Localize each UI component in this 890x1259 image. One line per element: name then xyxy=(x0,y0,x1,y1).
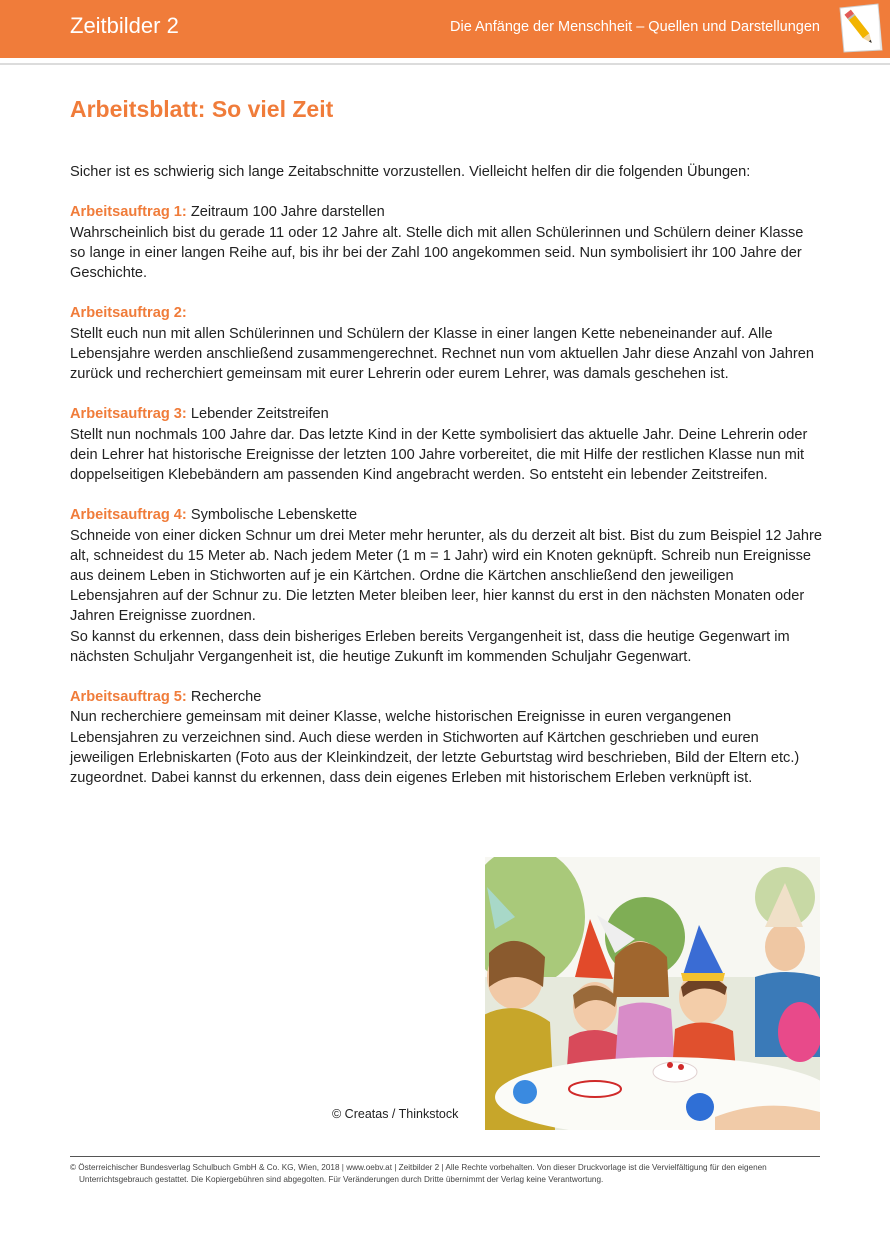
task-2-text: Stellt euch nun mit allen Schülerinnen und Schülern der Klasse in einer langen Kette nebeneinander auf. Alle Lebensjahre werden anschließend zusammengerechnet. Rechnet nun vom aktuellen Jahr diese Anzahl von Jahren zurück und recherchiert gemeinsam mit eurer Lehrerin oder eurem Lehrer, was damals geschehen ist. xyxy=(70,325,814,382)
intro-paragraph: Sicher ist es schwierig sich lange Zeitabschnitte vorzustellen. Vielleicht helfen dir die folgenden Übungen: xyxy=(70,164,751,180)
task-3-text: Stellt nun nochmals 100 Jahre dar. Das letzte Kind in der Kette symbolisiert das aktuelle Jahr. Deine Lehrerin oder dein Lehrer hat historische Ereignisse der letzten 100 Jahre vorbereitet, die mit Hilfe der restlichen Klasse nun mit doppelseitigen Klebebändern am passenden Kind angebracht werden. So entsteht ein lebender Zeitstreifen. xyxy=(70,426,808,483)
task-1 xyxy=(70,202,822,283)
task-2 xyxy=(70,303,822,384)
page-title: Arbeitsblatt: So viel Zeit xyxy=(70,96,334,122)
photo-credit: © Creatas / Thinkstock xyxy=(332,1107,459,1121)
task-4 xyxy=(70,505,822,667)
task-3-heading: Lebender Zeitstreifen xyxy=(186,406,329,423)
birthday-party-photo xyxy=(485,857,820,1130)
task-4-text-2: So kannst du erkennen, dass dein bisheriges Erleben bereits Vergangenheit ist, dass die heutige Gegenwart im nächsten Schuljahr Vergangenheit ist, die heutige Zukunft im kommenden Schuljahr Gegenwart. xyxy=(70,628,790,665)
pencil-icon xyxy=(836,2,886,54)
task-5-text: Nun recherchiere gemeinsam mit deiner Klasse, welche historischen Ereignisse in euren vergangenen Lebensjahren zu verzeichnen sind. Auch diese werden in Stichworten auf Kärtchen geschrieben und euren jeweiligen Erlebniskarten (Foto aus der Kleinkindzeit, der letzte Geburtstag wird beschrieben, Bild der Eltern etc.) zugeordnet. Dabei kannst du erkennen, dass dein eigenes Erleben mit historischem Erleben verknüpft ist. xyxy=(70,709,800,787)
footer-copyright: © Österreichischer Bundesverlag Schulbuch GmbH & Co. KG, Wien, 2018 | www.oebv.at | Zeitbilder 2 | Alle Rechte vorbehalten. Von dieser Druckvorlage ist die Vervielfältigung für den eigenen xyxy=(70,1163,767,1172)
footer-divider xyxy=(70,1156,820,1157)
footer-copyright-2: Unterrichtsgebrauch gestattet. Die Kopiergebühren sind abgegolten. Für Veränderungen durch Dritte übernimmt der Verlag keine Verantwortung. xyxy=(79,1175,604,1184)
task-3 xyxy=(70,404,822,485)
task-1-label: Arbeitsauftrag 1: xyxy=(70,204,187,221)
task-5-label: Arbeitsauftrag 5: xyxy=(70,689,187,706)
worksheet-body xyxy=(70,162,822,808)
task-2-label: Arbeitsauftrag 2: xyxy=(70,305,187,322)
task-4-heading: Symbolische Lebenskette xyxy=(186,507,358,524)
task-1-heading: Zeitraum 100 Jahre darstellen xyxy=(186,204,385,221)
task-1-text: Wahrscheinlich bist du gerade 11 oder 12 Jahre alt. Stelle dich mit allen Schülerinnen und Schülern deiner Klasse so lange in einer langen Reihe auf, bis ihr bei der Zahl 100 angekommen seid. Nun symbolisiert ihr 100 Jahre der Geschichte. xyxy=(70,224,804,281)
task-5 xyxy=(70,687,822,788)
page-header xyxy=(0,0,890,58)
task-5-heading: Recherche xyxy=(186,689,262,706)
task-4-label: Arbeitsauftrag 4: xyxy=(70,507,187,524)
chapter-title: Die Anfänge der Menschheit – Quellen und Darstellungen xyxy=(450,19,820,35)
task-3-label: Arbeitsauftrag 3: xyxy=(70,406,187,423)
header-divider xyxy=(0,63,890,65)
task-4-text: Schneide von einer dicken Schnur um drei Meter mehr herunter, als du derzeit alt bist. Bist du zum Beispiel 12 Jahre alt, schneidest du 15 Meter ab. Nach jedem Meter (1 m = 1 Jahr) wird ein Knoten geknüpft. Schreib nun Ereignisse aus deinem Leben in Stichworten auf je ein Kärtchen. Ordne die Kärtchen anschließend den jeweiligen Lebensjahren auf der Schnur zu. Die letzten Meter bleiben leer, hier kannst du erst in den nächsten Monaten oder Jahren Ereignisse zuordnen. xyxy=(70,527,822,625)
footer xyxy=(70,1162,822,1186)
book-title: Zeitbilder 2 xyxy=(70,13,179,38)
